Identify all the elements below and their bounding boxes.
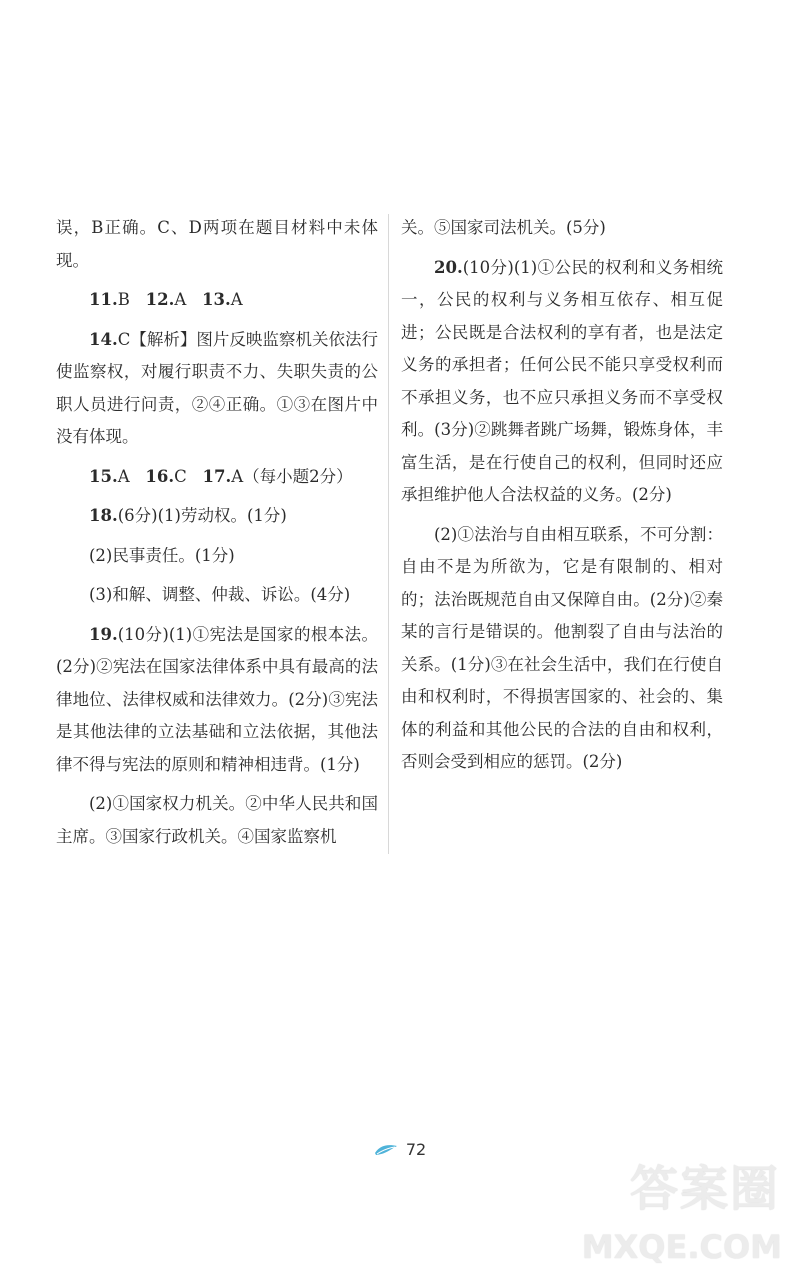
q15-number: 15. — [89, 466, 118, 486]
answer-19-part2: (2)①国家权力机关。②中华人民共和国主席。③国家行政机关。④国家监察机 — [56, 794, 378, 846]
q12-answer: A — [174, 290, 187, 309]
q20-text: (10分)(1)①公民的权利和义务相统一，公民的权利与义务相互依存、相互促进；公民既是合法权利的享有者，也是法定义务的承担者；任何公民不能只享受权利而不承担义务，也不应只承担义务而不享受权利。(3分)②跳舞者跳广场舞，锻炼身体，丰富生活，是在行使自己的权利，但同时还应承担维护他人合法权益的义务。(2分) — [401, 257, 723, 504]
answer-20-part2: (2)①法治与自由相互联系，不可分割：自由不是为所欲为，它是有限制的、相对的；法治既规范自由又保障自由。(2分)②秦某的言行是错误的。他割裂了自由与法治的关系。(1分)③在社会生活中，我们在行使自由和权利时，不得损害国家的、社会的、集体的利益和其他公民的合法的自由和权利，否则会受到相应的惩罚。(2分) — [401, 524, 723, 771]
watermark-url: MXQE.COM — [581, 1228, 782, 1266]
page-number: 72 — [405, 1140, 427, 1159]
q14-number: 14. — [89, 329, 118, 349]
answer-18 — [56, 500, 378, 533]
right-column — [401, 212, 723, 786]
leaf-icon — [374, 1143, 398, 1157]
q11-answer: B — [117, 290, 130, 309]
answers-15-17 — [56, 461, 378, 494]
watermark-logo-text: 答案圈 — [629, 1161, 780, 1217]
answer-20 — [401, 252, 723, 512]
q19-text: (10分)(1)①宪法是国家的根本法。(2分)②宪法在国家法律体系中具有最高的法律地位、法律权威和法律效力。(2分)③宪法是其他法律的立法基础和立法依据，其他法律不得与宪法的原则和精神相违背。(1分) — [56, 624, 378, 774]
left-p1: 误，B正确。C、D两项在题目材料中未体现。 — [56, 218, 378, 270]
q13-answer: A — [230, 290, 243, 309]
q20-number: 20. — [434, 257, 463, 277]
left-column — [56, 212, 378, 860]
q12-number: 12. — [145, 290, 175, 309]
q18-text: (6分)(1)劳动权。(1分) — [117, 506, 287, 525]
answer-18-part3: (3)和解、调整、仲裁、诉讼。(4分) — [89, 585, 351, 604]
q17-number: 17. — [202, 466, 232, 486]
q17-answer: A（每小题2分） — [231, 466, 353, 486]
answer-19 — [56, 619, 378, 782]
answer-14 — [56, 324, 378, 454]
column-divider — [388, 214, 389, 854]
q11-number: 11. — [89, 290, 118, 309]
q13-number: 13. — [202, 290, 231, 309]
q16-answer: C — [174, 466, 187, 486]
watermark — [581, 1150, 792, 1268]
answers-11-13 — [56, 284, 378, 317]
q15-answer: A — [117, 466, 130, 486]
answer-18-part2: (2)民事责任。(1分) — [89, 545, 235, 565]
q19-number: 19. — [89, 624, 118, 644]
right-p1: 关。⑤国家司法机关。(5分) — [401, 218, 606, 237]
q18-number: 18. — [89, 506, 118, 525]
q14-text: C【解析】图片反映监察机关依法行使监察权，对履行职责不力、失职失责的公职人员进行问责，②④正确。①③在图片中没有体现。 — [56, 329, 378, 446]
q16-number: 16. — [145, 466, 175, 486]
